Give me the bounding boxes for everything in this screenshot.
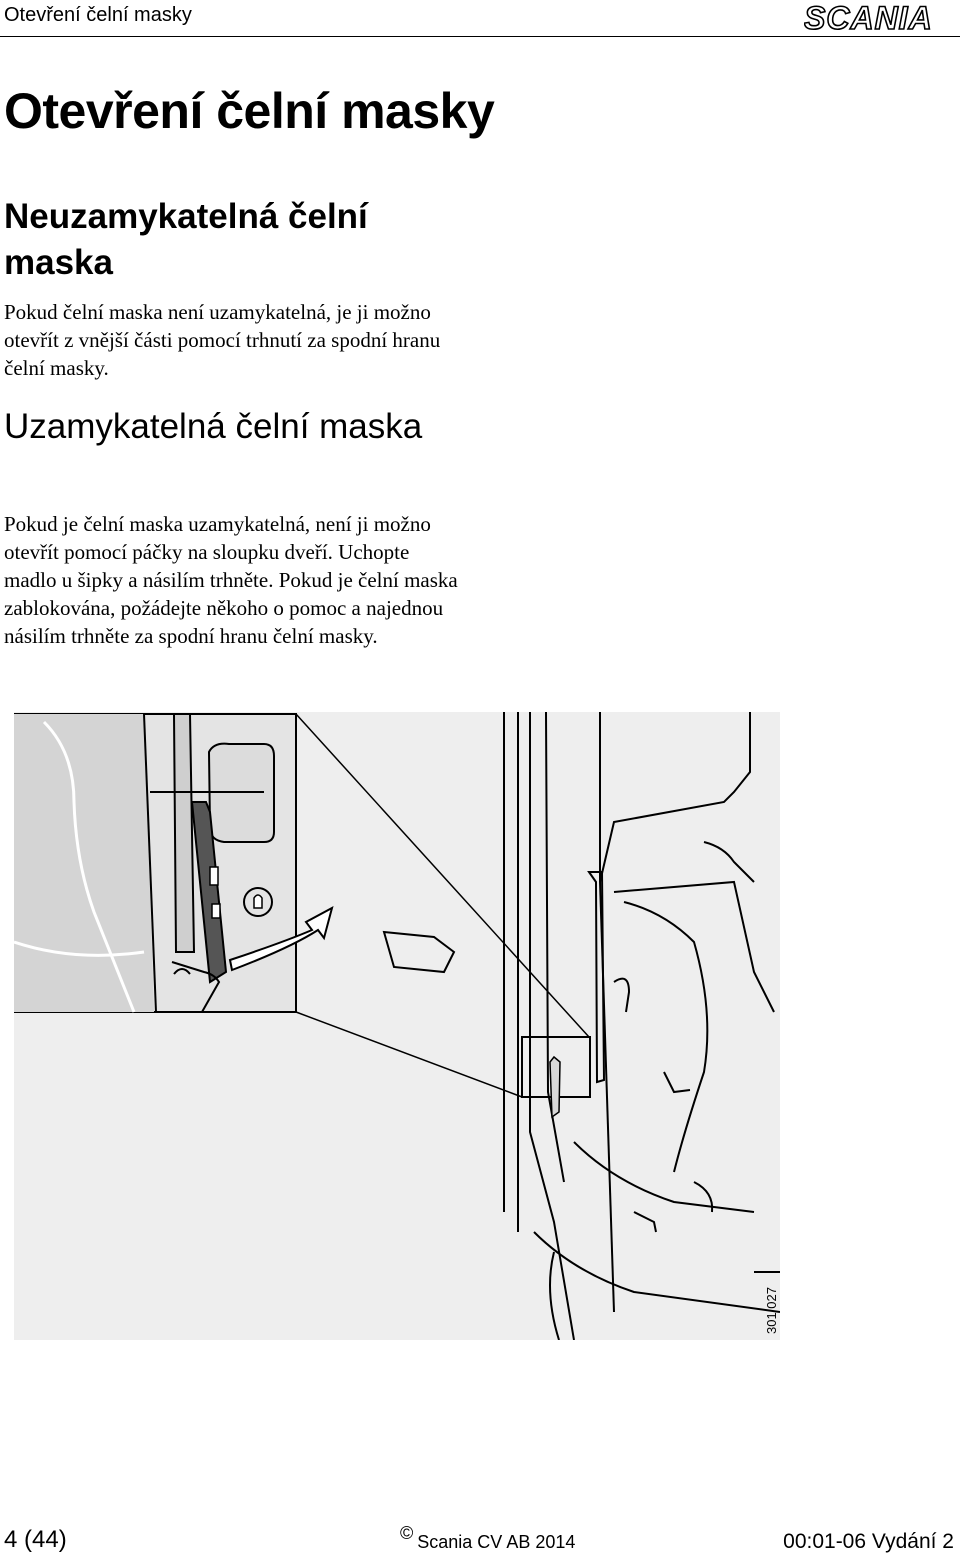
scania-logo <box>804 2 954 34</box>
section2-body: Pokud je čelní maska uzamykatelná, není ji možno otevřít pomocí páčky na sloupku dveří. Uchopte madlo u šipky a násilím trhněte. Pokud je čelní maska zablokována, požádejte někoho o pomoc a najednou násilím trhněte za spodní hranu čelní masky. <box>4 512 458 648</box>
hood-lever-illustration <box>14 712 780 1340</box>
figure-ref-number: 301 027 <box>764 1287 779 1334</box>
page-title: Otevření čelní masky <box>4 83 495 139</box>
section2-heading: Uzamykatelná čelní maska <box>4 407 423 446</box>
running-header: Otevření čelní masky <box>4 4 192 26</box>
footer-page-number: 4 (44) <box>4 1526 67 1553</box>
svg-text:SCANIA: SCANIA <box>804 2 933 34</box>
detail-inset-panel <box>14 714 296 1012</box>
lever-small <box>550 1057 560 1117</box>
copyright-text: Scania CV AB 2014 <box>417 1532 576 1552</box>
footer-copyright <box>400 1523 576 1553</box>
copyright-symbol: © <box>400 1523 414 1543</box>
footer-edition: 00:01-06 Vydání 2 <box>783 1530 954 1553</box>
header-rule <box>0 36 960 37</box>
section1-heading: Neuzamykatelná čelní maska <box>4 197 368 282</box>
section1-body: Pokud čelní maska není uzamykatelná, je ji možno otevřít z vnější části pomocí trhnutí za spodní hranu čelní masky. <box>4 300 441 380</box>
